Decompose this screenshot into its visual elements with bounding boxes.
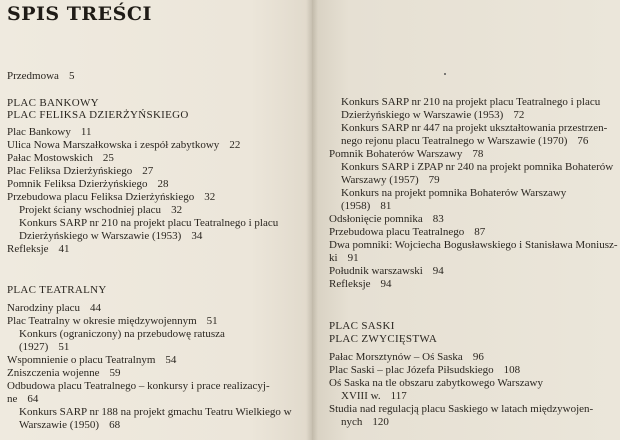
toc-entry: Narodziny placu 44 [7,302,101,314]
toc-subentry: Dzierżyńskiego w Warszawie (1953) 34 [19,230,203,242]
section-subheading: PLAC FELIKSA DZIERŻYŃSKIEGO [7,109,189,121]
toc-subentry: (1927) 51 [19,341,70,353]
book-gutter [306,0,318,440]
toc-entry: Refleksje 41 [7,243,70,255]
toc-subentry: Konkurs na projekt pomnika Bohaterów Warszawy [341,187,567,199]
toc-entry: Pałac Mostowskich 25 [7,152,114,164]
toc-entry: Wspomnienie o placu Teatralnym 54 [7,354,177,366]
toc-entry: Zniszczenia wojenne 59 [7,367,121,379]
toc-entry: Dwa pomniki: Wojciecha Bogusławskiego i Stanisława Moniusz- [329,239,618,251]
section-heading: PLAC SASKI [329,320,395,332]
toc-entry: Studia nad regulacją placu Saskiego w latach międzywojen- [329,403,594,415]
toc-entry: ne 64 [7,393,39,405]
toc-entry: Przebudowa placu Teatralnego 87 [329,226,486,238]
toc-subentry: Projekt ściany wschodniej placu 32 [19,204,183,216]
section-heading: PLAC BANKOWY [7,97,99,109]
toc-entry: Plac Teatralny w okresie międzywojennym 51 [7,315,218,327]
toc-subentry: (1958) 81 [341,200,392,212]
toc-entry: Ulica Nowa Marszałkowska i zespół zabytkowy 22 [7,139,241,151]
toc-entry: ki 91 [329,252,359,264]
toc-entry: Pomnik Bohaterów Warszawy 78 [329,148,484,160]
ink-speck [444,73,446,75]
toc-entry: Refleksje 94 [329,278,392,290]
toc-entry: XVIII w. 117 [341,390,407,402]
toc-subentry: Warszawie (1950) 68 [19,419,121,431]
section-subheading: PLAC ZWYCIĘSTWA [329,333,438,345]
toc-entry: Plac Feliksa Dzierżyńskiego 27 [7,165,154,177]
toc-subentry: Konkurs SARP i ZPAP nr 240 na projekt pomnika Bohaterów [341,161,614,173]
toc-subentry: Dzierżyńskiego w Warszawie (1953) 72 [341,109,525,121]
toc-entry: Plac Bankowy 11 [7,126,92,138]
toc-entry: Przebudowa placu Feliksa Dzierżyńskiego 32 [7,191,216,203]
toc-subentry: Konkurs SARP nr 210 na projekt placu Teatralnego i placu [19,217,279,229]
page-title: SPIS TREŚCI [7,3,152,25]
toc-subentry: Konkurs (ograniczony) na przebudowę ratusza [19,328,225,340]
toc-entry: Południk warszawski 94 [329,265,444,277]
toc-subentry: nego rejonu placu Teatralnego w Warszawie (1970) 76 [341,135,589,147]
toc-entry: Pałac Morsztynów – Oś Saska 96 [329,351,484,363]
toc-entry: nych 120 [341,416,389,428]
toc-subentry: Konkurs SARP nr 210 na projekt placu Teatralnego i placu [341,96,601,108]
section-heading: PLAC TEATRALNY [7,284,107,296]
toc-subentry: Konkurs SARP nr 188 na projekt gmachu Teatru Wielkiego w [19,406,292,418]
toc-entry: Pomnik Feliksa Dzierżyńskiego 28 [7,178,169,190]
toc-entry: Odbudowa placu Teatralnego – konkursy i prace realizacyj- [7,380,270,392]
toc-entry: Plac Saski – plac Józefa Piłsudskiego 108 [329,364,521,376]
toc-entry: Odsłonięcie pomnika 83 [329,213,444,225]
toc-entry: Oś Saska na tle obszaru zabytkowego Warszawy [329,377,543,389]
toc-subentry: Warszawy (1957) 79 [341,174,440,186]
toc-entry: Przedmowa 5 [7,70,75,82]
toc-subentry: Konkurs SARP nr 447 na projekt ukształtowania przestrzen- [341,122,608,134]
